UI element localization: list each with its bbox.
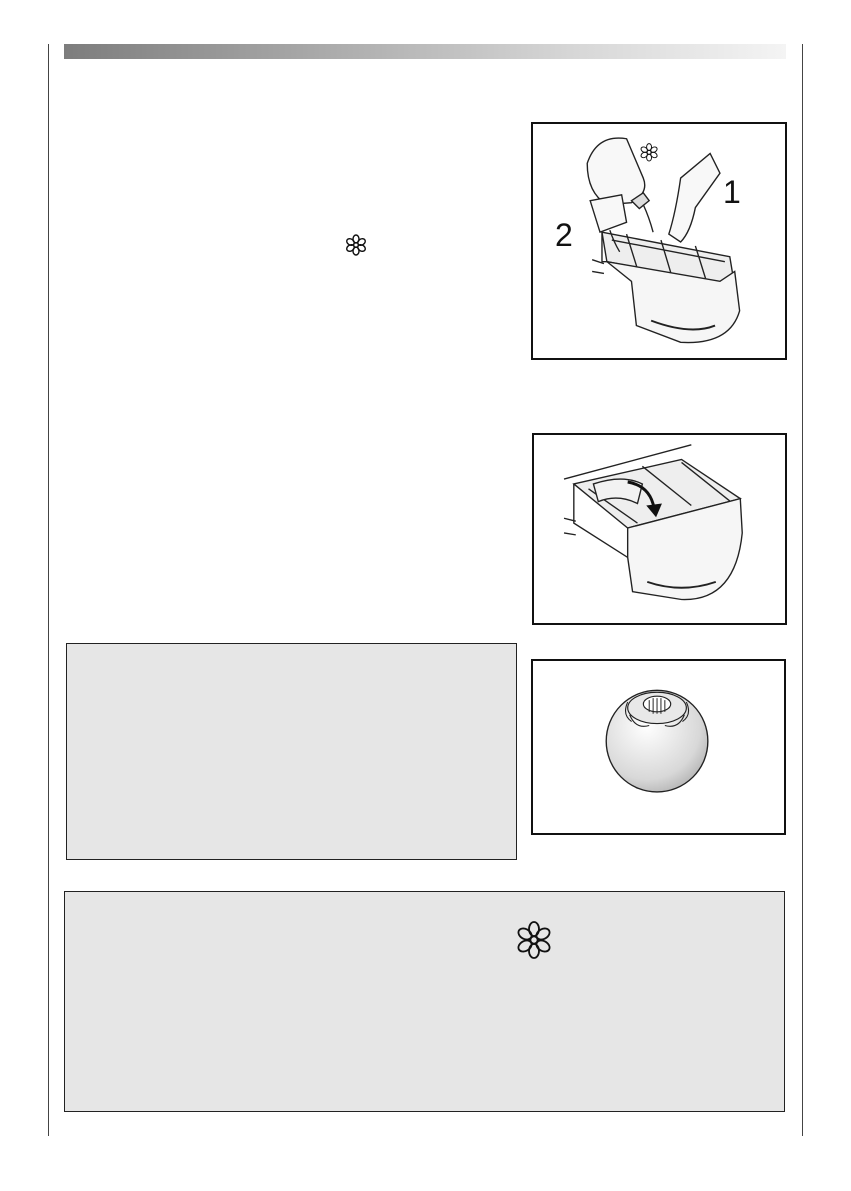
note-box-softener [64,891,785,1112]
figure-dosing-ball [531,659,786,835]
figure-label-2: 2 [555,217,573,253]
softener-flower-icon [345,233,367,257]
page-margin-left [48,44,49,1136]
drawer-insert-illustration [534,435,785,623]
softener-flower-icon [640,144,658,161]
note-box-dosing [66,643,517,860]
figure-pouring-detergent [531,122,787,360]
dosing-ball-icon [533,661,784,833]
figure-drawer-insert [532,433,787,625]
header-gradient-bar [64,44,786,59]
page-margin-right [802,44,803,1136]
figure-label-1: 1 [723,174,741,210]
softener-flower-icon [517,917,551,963]
